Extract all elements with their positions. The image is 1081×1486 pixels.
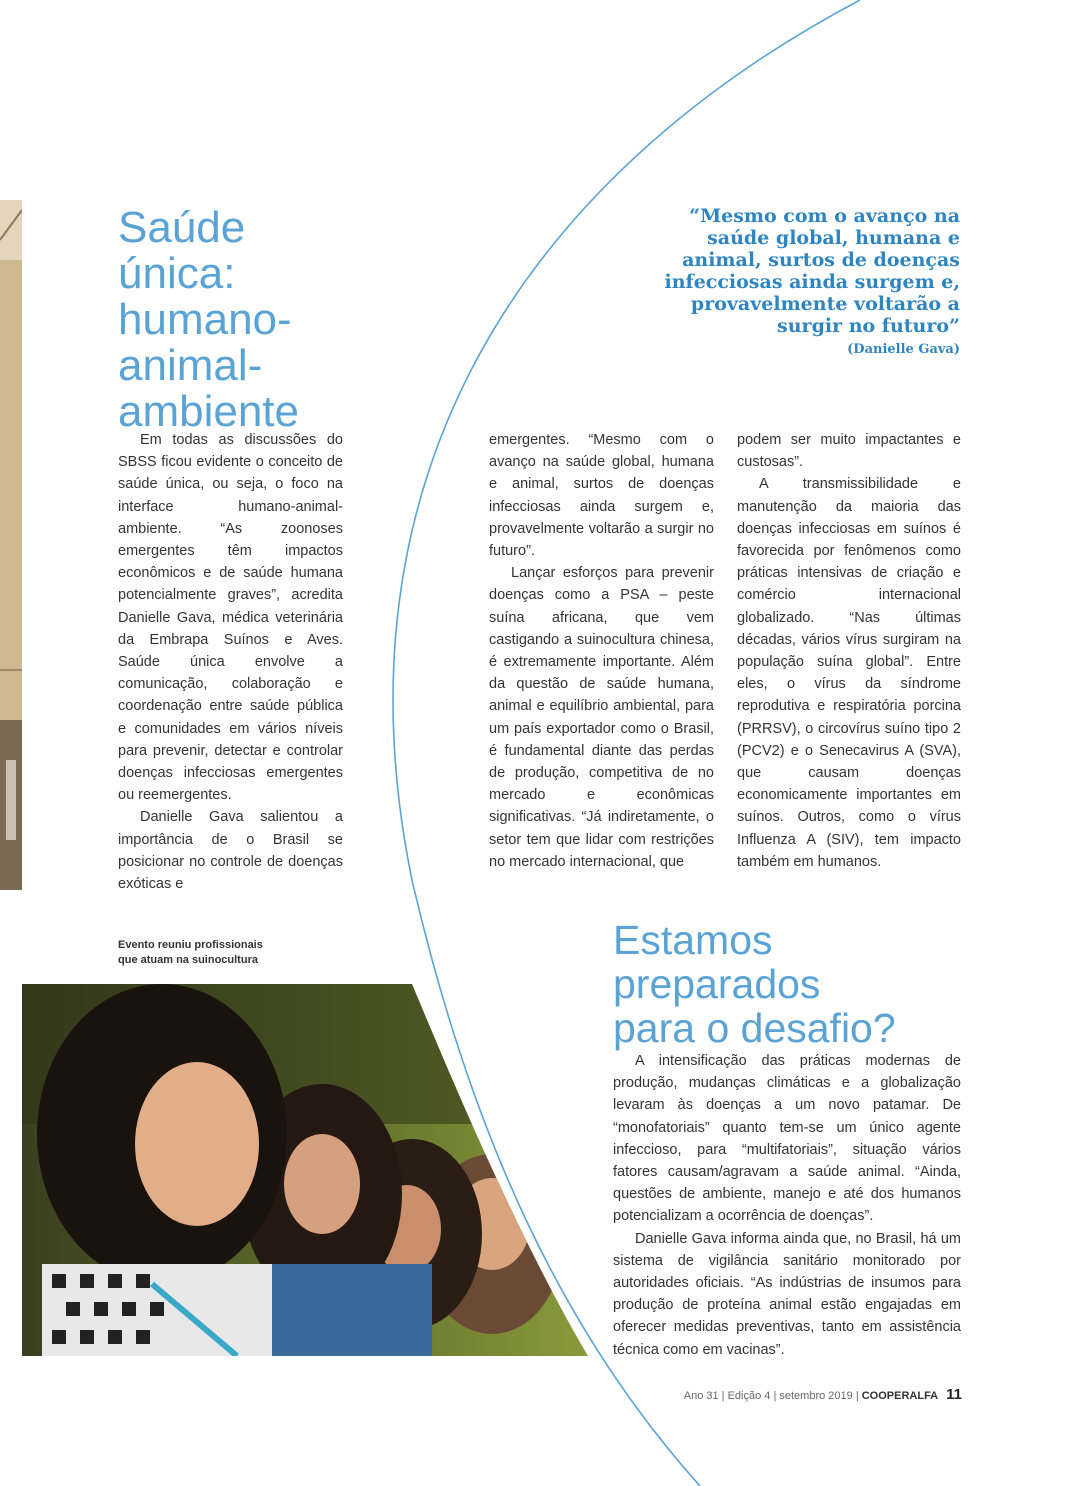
page-number: 11 (946, 1386, 962, 1403)
pull-quote-author: (Danielle Gava) (847, 342, 960, 357)
title-line: animal- (118, 341, 263, 390)
paragraph: emergentes. “Mesmo com o avanço na saúde global, humana e animal, surtos de doenças infecciosas ainda surgem e, provavelmente voltarão a surgir no futuro”. (489, 432, 714, 560)
caption-line: Evento reuniu profissionais (118, 939, 263, 951)
paragraph: A intensificação das práticas modernas de produção, mudanças climáticas e a globalização levaram às doenças a um novo patamar. De “monofatoriais” quanto tem-se um único agente infeccioso, para “multifatoriais”, situação vários fatores causam/agravam a saúde animal. “Ainda, questões de ambiente, manejo e até dos humanos potencializam a ocorrência de doenças”. (613, 1053, 961, 1225)
issue-info: Ano 31 | Edição 4 | setembro 2019 | (683, 1390, 862, 1402)
article-title (118, 205, 378, 435)
title-line: humano- (118, 295, 292, 344)
paragraph: Lançar esforços para prevenir doenças como a PSA – peste suína africana, que vem castigando a suinocultura chinesa, é extremamente importante. Além da questão de saúde humana, animal e equilíbrio ambiental, para um país exportador como o Brasil, é fundamental diante das perdas de produção, competitiva de no mercado e econômicas significativas. “Já indiretamente, o setor tem que lidar com restrições no mercado internacional, que (489, 565, 714, 870)
paragraph: A transmissibilidade e manutenção da maioria das doenças infecciosas em suínos é favorecida por fenômenos como práticas intensivas de criação e comércio internacional globalizado. “Nas últimas décadas, vários vírus surgiram na população suína global”. Entre eles, o vírus da síndrome reprodutiva e respiratória porcina (PRRSV), o circovírus suíno tipo 2 (PCV2) e o Senecavirus A (SVA), que causam doenças economicamente importantes em suínos. Outros, como o vírus Influenza A (SIV), tem impacto também em humanos. (737, 476, 961, 870)
paragraph: Danielle Gava salientou a importância de o Brasil se posicionar no controle de doenças exóticas e (118, 809, 343, 893)
article-column-3 (737, 429, 961, 873)
title-line: Saúde (118, 203, 246, 252)
title-line: preparados (613, 961, 821, 1007)
title-line: ambiente (118, 387, 300, 436)
page-footer (640, 1386, 962, 1403)
caption-line: que atuam na suinocultura (118, 954, 258, 966)
side-photo-strip (0, 200, 22, 890)
article-column-1 (118, 429, 343, 895)
section-body (613, 1050, 961, 1361)
paragraph: Em todas as discussões do SBSS ficou evidente o conceito de saúde única, ou seja, o foco na interface humano-animal-ambiente. “As zoonoses emergentes têm impactos econômicos e de saúde humana potencialmente graves”, acredita Danielle Gava, médica veterinária da Embrapa Suínos e Aves. Saúde única envolve a comunicação, colaboração e coordenação entre saúde pública e comunidades em vários níveis para prevenir, detectar e controlar doenças infecciosas emergentes ou reemergentes. (118, 432, 343, 804)
section-title (613, 918, 973, 1050)
title-line: para o desafio? (613, 1005, 896, 1051)
event-audience-photo (22, 984, 588, 1356)
title-line: Estamos (613, 917, 773, 963)
photo-caption (118, 938, 318, 968)
paragraph: Danielle Gava informa ainda que, no Brasil, há um sistema de vigilância sanitário monitorado por autoridades oficiais. “As indústrias de insumos para produção de proteína animal estão engajadas em oferecer medidas preventivas, tanto em assistência técnica como em vacinas”. (613, 1230, 961, 1358)
title-line: única: (118, 249, 236, 298)
article-column-2 (489, 429, 714, 873)
pull-quote: “Mesmo com o avanço na saúde global, humana e animal, surtos de doenças infecciosas ainda surgem e, provavelmente voltarão a surgir no futuro” (664, 205, 960, 337)
paragraph: podem ser muito impactantes e custosas”. (737, 432, 961, 471)
magazine-brand: COOPERALFA (861, 1390, 939, 1402)
